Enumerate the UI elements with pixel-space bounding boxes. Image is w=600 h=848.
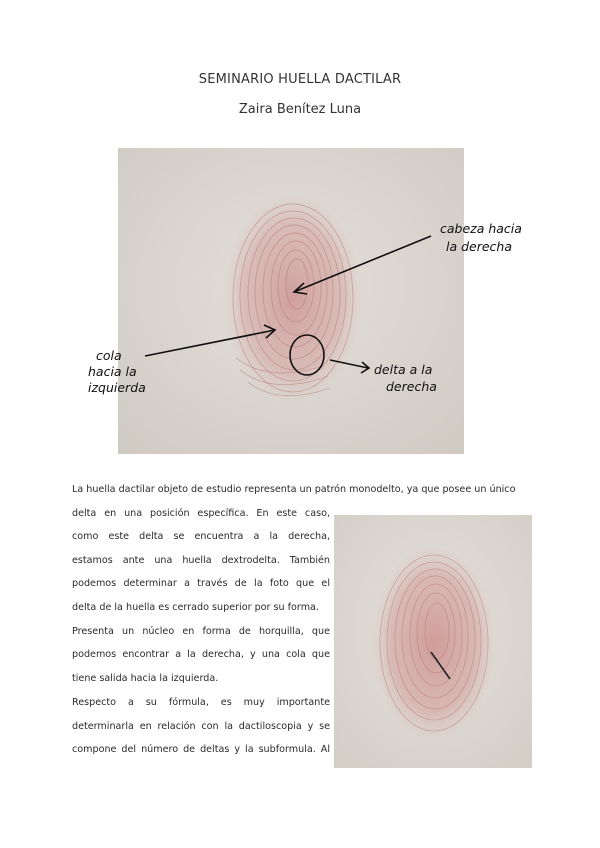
text-line: La huella dactilar objeto de estudio representa un patrón monodelto, ya que posee un único [72,484,516,495]
label-cola-1: cola [96,348,122,363]
text-line: Presenta un núcleo en forma de horquilla, que [72,625,330,637]
document-title: SEMINARIO HUELLA DACTILAR [198,72,402,87]
text-line: determinarla en relación con la dactiloscopia y se [72,720,330,732]
document-author: Zaira Benítez Luna [238,102,362,117]
fingerprint-photo-annotated [88,148,522,454]
label-cola-3: izquierda [88,380,146,395]
text-line: delta de la huella es cerrado superior por su forma. [72,601,319,613]
label-cola-2: hacia la [88,364,137,379]
text-line: Respecto a su fórmula, es muy importante [72,697,330,708]
label-delta-2: derecha [386,379,437,394]
text-line: estamos ante una huella dextrodelta. También [72,554,330,566]
text-line: podemos determinar a través de la foto que el [72,578,330,590]
label-cabeza-2: la derecha [446,239,513,254]
paragraph-1 [72,478,516,690]
text-line: podemos encontrar a la derecha, y una cola que [72,649,330,661]
label-cabeza-1: cabeza hacia [440,221,522,236]
text-line: compone del número de deltas y la subformula. Al [72,744,330,756]
text-line: tiene salida hacia la izquierda. [72,672,219,684]
text-line: delta en una posición específica. En este caso, [72,507,330,519]
fingerprint-photo-closeup [334,515,532,768]
label-delta-1: delta a la [374,362,433,377]
text-line: como este delta se encuentra a la derecha, [72,531,330,543]
paragraph-2 [72,691,330,762]
